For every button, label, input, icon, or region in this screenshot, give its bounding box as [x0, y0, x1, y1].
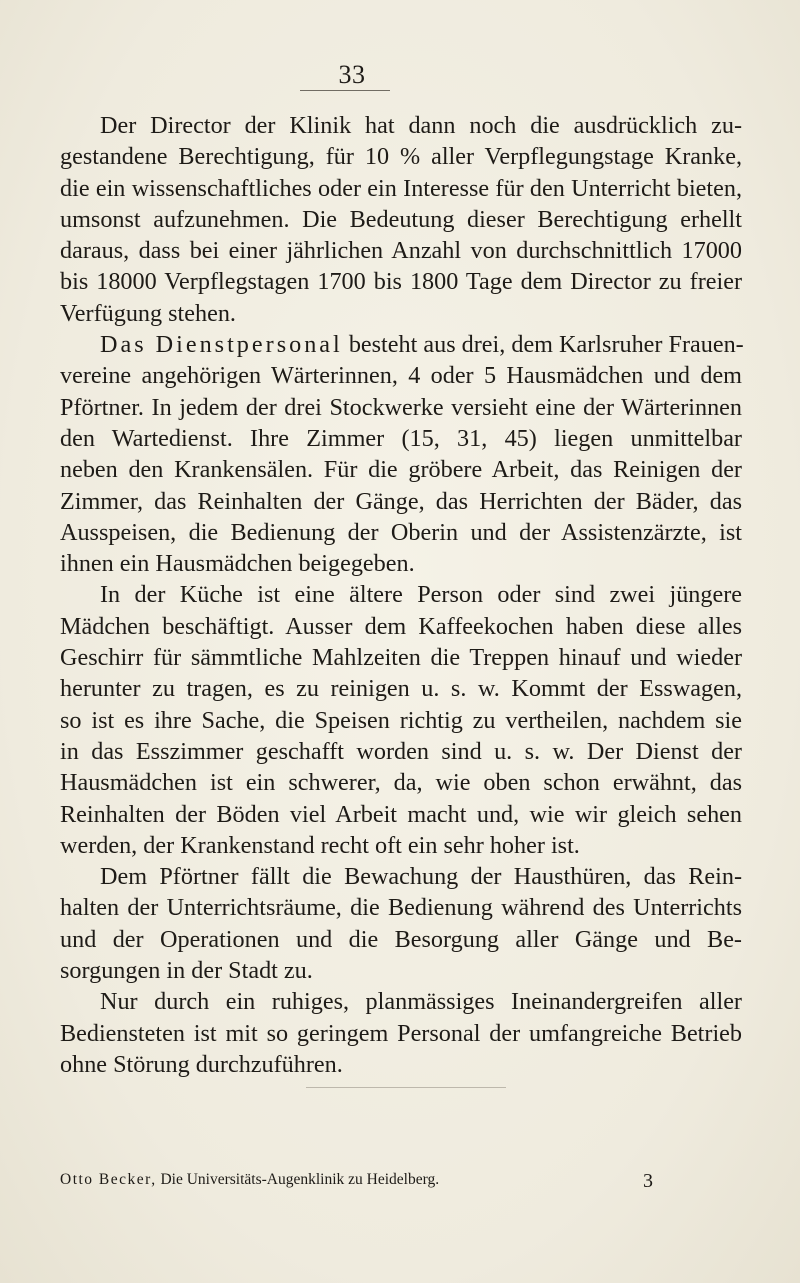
text-line: [60, 1018, 742, 1049]
line-text: Reinhalten der Böden viel Arbeit macht und, wie wir gleich sehen: [60, 800, 742, 828]
text-line: [60, 579, 742, 610]
line-text: ohne Störung durchzuführen.: [60, 1050, 343, 1078]
line-text: Der Director der Klinik hat dann noch die ausdrücklich zu-: [100, 112, 742, 139]
line-text: Zimmer, das Reinhalten der Gänge, das Herrichten der Bäder, das: [60, 487, 742, 515]
footer-title: Die Universitäts-Augenklinik zu Heidelberg.: [160, 1171, 440, 1188]
line-text: Dem Pförtner fällt die Bewachung der Hausthüren, das Rein-: [100, 863, 742, 891]
line-text: Geschirr für sämmtliche Mahlzeiten die Treppen hinauf und wieder: [60, 644, 742, 672]
page-number: 33: [338, 60, 366, 89]
line-text: gestandene Berechtigung, für 10 % aller Verpflegungstage Kranke,: [60, 143, 742, 171]
line-text: halten der Unterrichtsräume, die Bedienung während des Unterrichts: [60, 894, 742, 922]
text-line: [60, 892, 742, 923]
text-line: [60, 799, 742, 830]
footer-rule: [306, 1087, 506, 1088]
text-line: [60, 861, 742, 892]
text-line: [60, 204, 742, 235]
text-line: [60, 517, 742, 548]
line-text: die ein wissenschaftliches oder ein Interesse für den Unterricht bieten,: [60, 174, 742, 202]
line-text: vereine angehörigen Wärterinnen, 4 oder 5 Hausmädchen und dem: [60, 362, 742, 390]
text-line: [60, 360, 742, 391]
text-line: [60, 736, 742, 767]
text-line: [60, 548, 742, 579]
line-text: sorgungen in der Stadt zu.: [60, 957, 313, 985]
line-text: bis 18000 Verpflegstagen 1700 bis 1800 Tage dem Director zu freier: [60, 268, 742, 296]
body-text: [60, 110, 742, 1080]
line-text: neben den Krankensälen. Für die gröbere Arbeit, das Reinigen der: [60, 456, 742, 484]
text-line: [60, 1049, 742, 1080]
line-text: besteht aus drei, dem Karlsruher Frauen-: [342, 331, 744, 359]
text-line: [60, 955, 742, 986]
line-text: umsonst aufzunehmen. Die Bedeutung dieser Berechtigung erhellt: [60, 205, 742, 233]
line-text: Verfügung stehen.: [60, 299, 236, 327]
text-line: [60, 110, 742, 141]
text-line: [60, 141, 742, 172]
text-line: [60, 454, 742, 485]
header-rule: [300, 90, 390, 91]
line-text: ihnen ein Hausmädchen beigegeben.: [60, 550, 415, 578]
text-line: [60, 392, 742, 423]
line-text: Mädchen beschäftigt. Ausser dem Kaffeekochen haben diese alles: [60, 612, 742, 640]
line-text: Nur durch ein ruhiges, planmässiges Ineinandergreifen aller: [100, 988, 742, 1016]
line-text: Hausmädchen ist ein schwerer, da, wie oben schon erwähnt, das: [60, 769, 742, 797]
line-text: so ist es ihre Sache, die Speisen richtig zu vertheilen, nachdem sie: [60, 706, 742, 734]
text-line: [60, 986, 742, 1017]
text-line: [60, 235, 742, 266]
footer-author: Otto Becker,: [60, 1171, 157, 1188]
text-line: [60, 673, 742, 704]
signature-mark: 3: [643, 1170, 653, 1192]
spaced-heading: Das Dienstpersonal: [100, 331, 343, 359]
line-text: Ausspeisen, die Bedienung der Oberin und der Assistenzärzte, ist: [60, 518, 742, 546]
footer: [60, 1171, 439, 1189]
text-line: [60, 266, 742, 297]
text-line: [60, 767, 742, 798]
line-text: herunter zu tragen, es zu reinigen u. s. w. Kommt der Esswagen,: [60, 675, 742, 703]
line-text: daraus, dass bei einer jährlichen Anzahl von durchschnittlich 17000: [60, 237, 742, 265]
text-line: [60, 298, 742, 329]
line-text: in das Esszimmer geschafft worden sind u. s. w. Der Dienst der: [60, 737, 742, 765]
text-line: [60, 173, 742, 204]
text-line: [60, 705, 742, 736]
line-text: Bediensteten ist mit so geringem Personal der umfangreiche Betrieb: [60, 1019, 742, 1047]
line-text: werden, der Krankenstand recht oft ein sehr hoher ist.: [60, 831, 580, 859]
text-line: [60, 611, 742, 642]
text-line: [60, 642, 742, 673]
text-line: [60, 423, 742, 454]
line-text: und der Operationen und die Besorgung aller Gänge und Be-: [60, 925, 742, 953]
line-text: den Wartedienst. Ihre Zimmer (15, 31, 45) liegen unmittelbar: [60, 424, 742, 452]
text-line: [60, 924, 742, 955]
text-line: [60, 830, 742, 861]
text-line: [60, 329, 742, 360]
text-line: [60, 486, 742, 517]
line-text: In der Küche ist eine ältere Person oder sind zwei jüngere: [100, 581, 742, 609]
line-text: Pförtner. In jedem der drei Stockwerke versieht eine der Wärterinnen: [60, 393, 742, 421]
